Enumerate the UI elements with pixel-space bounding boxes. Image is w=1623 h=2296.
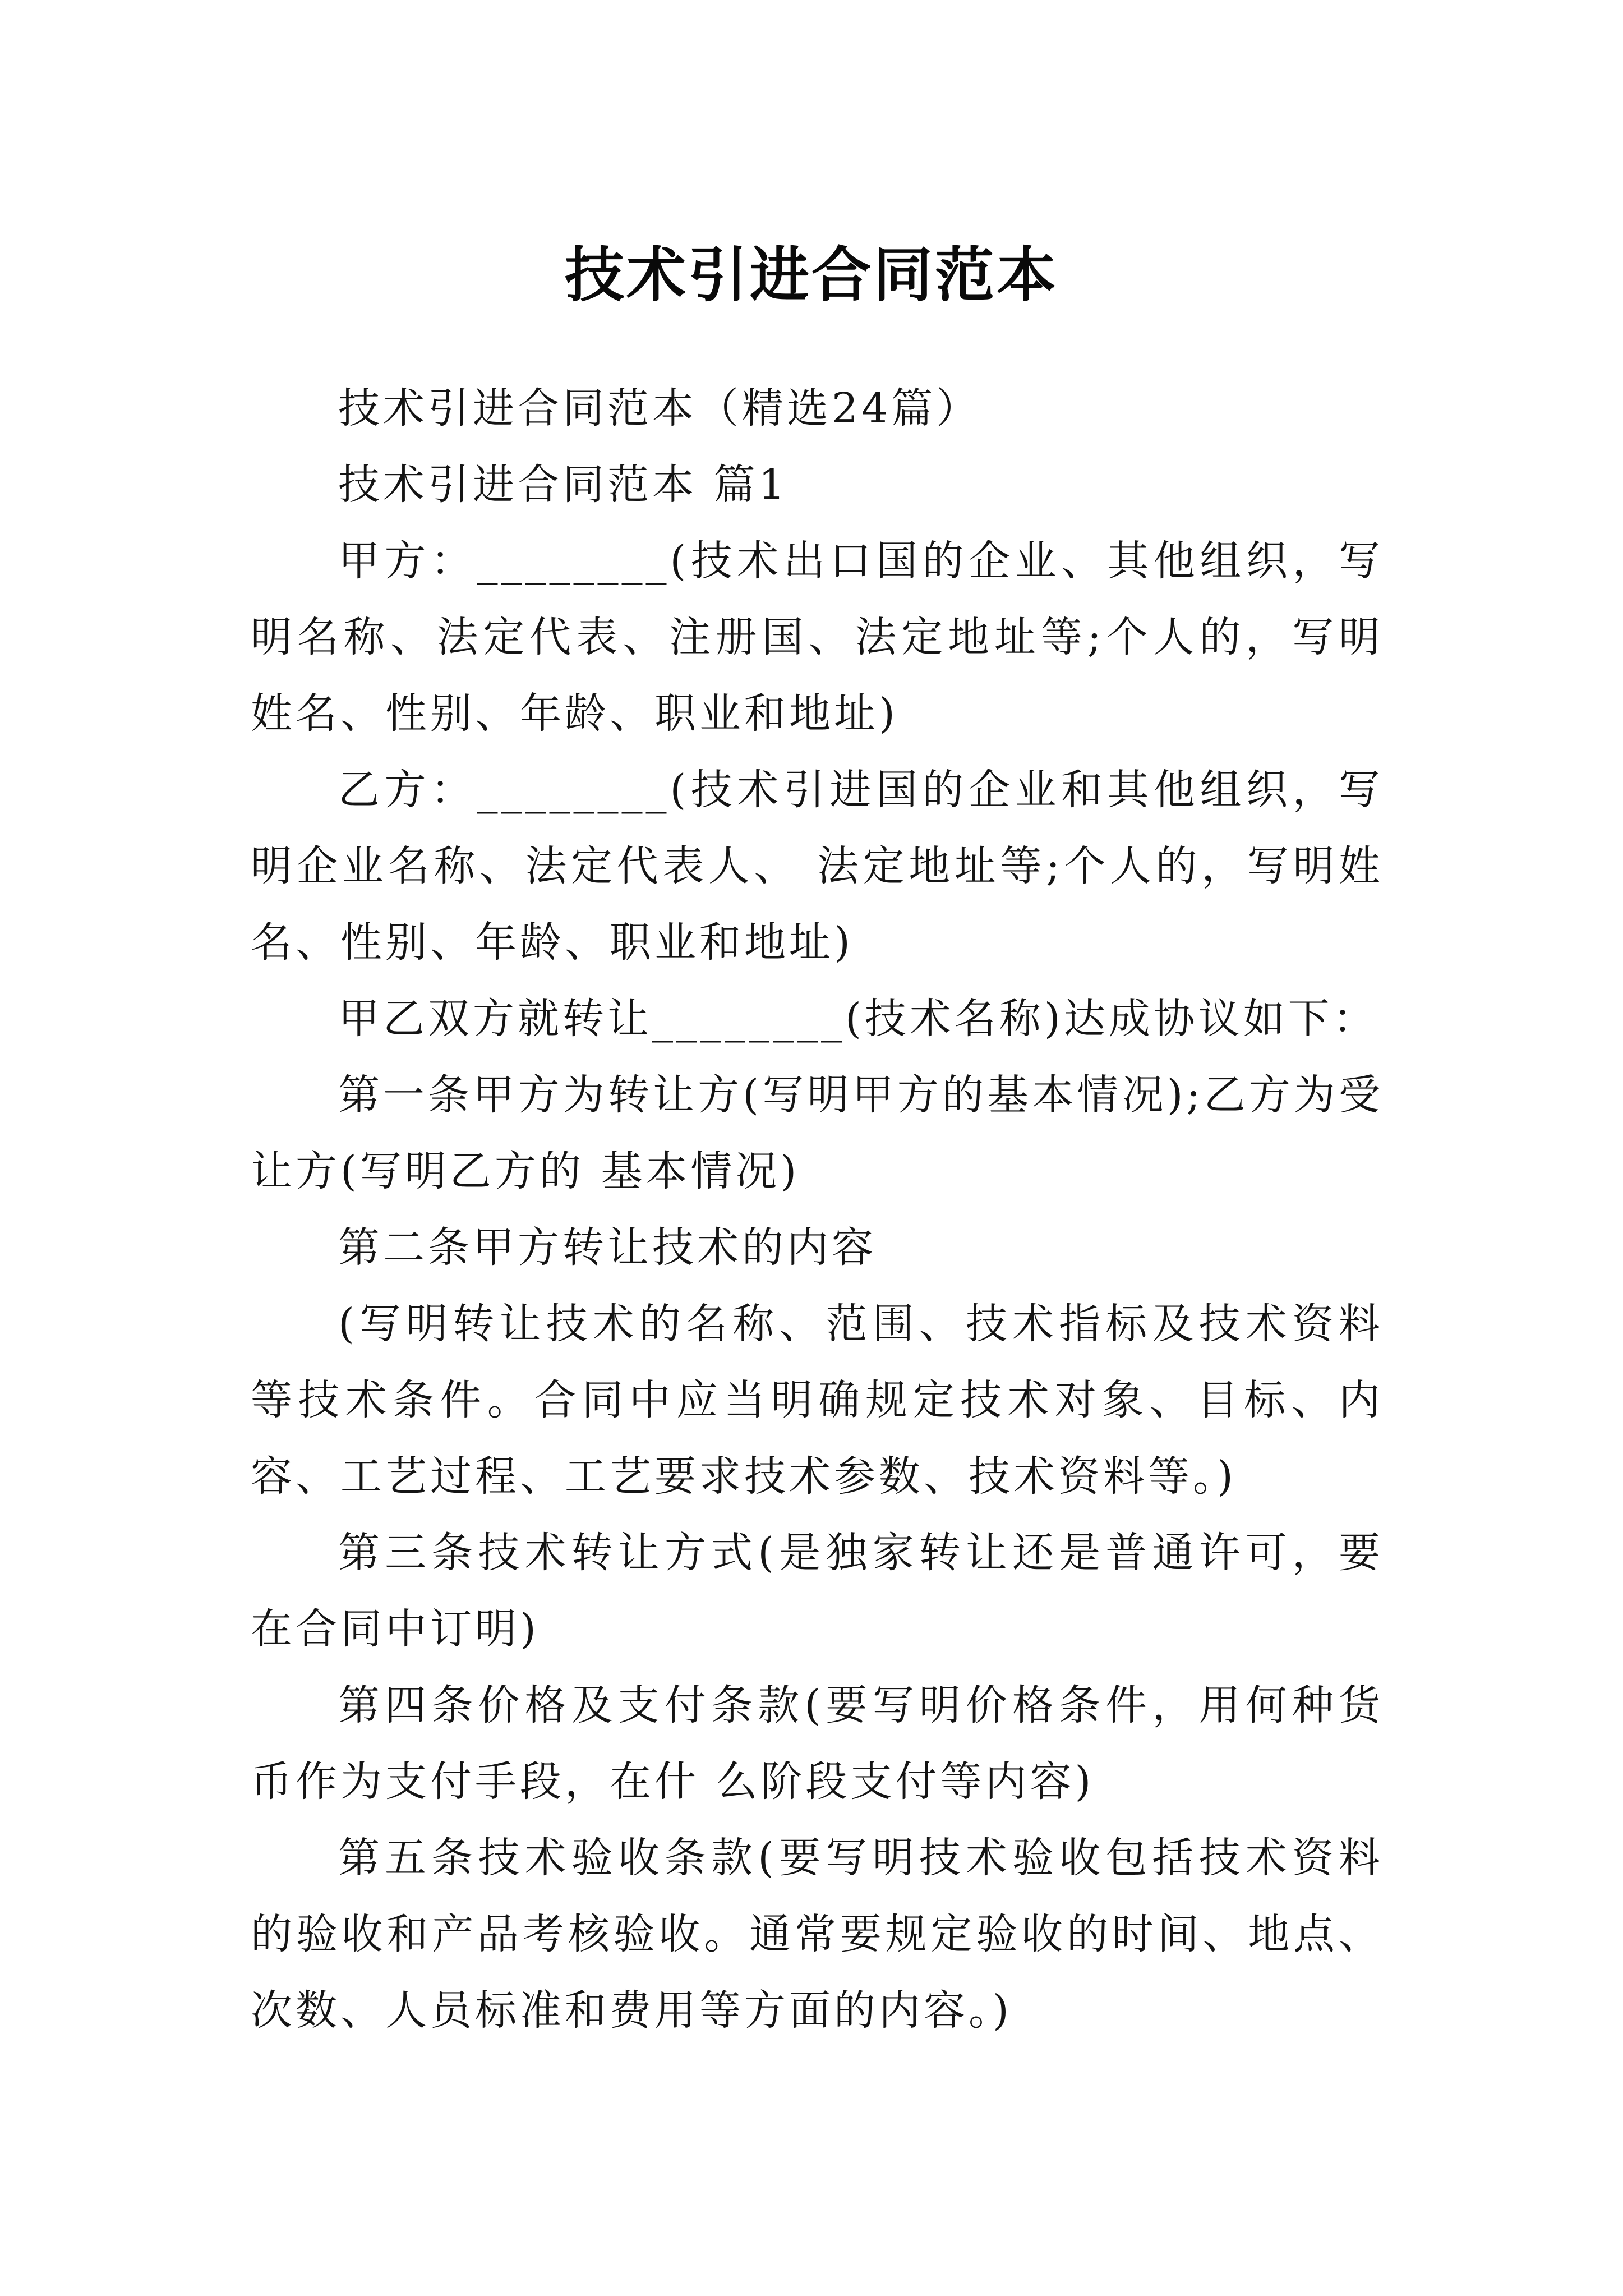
document-body [251, 370, 1384, 2049]
article-5-paragraph: 第五条技术验收条款(要写明技术验收包括技术资料的验收和产品考核验收。通常要规定验收的时间、地点、次数、人员标准和费用等方面的内容。) [251, 1834, 1384, 2035]
article-1-paragraph: 第一条甲方为转让方(写明甲方的基本情况);乙方为受让方(写明乙方的 基本情况) [251, 1071, 1384, 1195]
article-4-paragraph: 第四条价格及支付条款(要写明价格条件，用何种货币作为支付手段，在什 么阶段支付等内容) [251, 1681, 1384, 1806]
article-3-paragraph: 第三条技术转让方式(是独家转让还是普通许可，要在合同中订明) [251, 1529, 1384, 1653]
agreement-intro-paragraph: 甲乙双方就转让________(技术名称)达成协议如下： [338, 995, 1378, 1043]
section-heading: 技术引进合同范本 篇1 [338, 461, 789, 509]
party-a-paragraph: 甲方：________(技术出口国的企业、其他组织，写明名称、法定代表、注册国、法定地址等;个人的，写明姓名、性别、年龄、职业和地址) [251, 537, 1384, 738]
document-title: 技术引进合同范本 [565, 241, 1058, 310]
party-b-paragraph: 乙方：________(技术引进国的企业和其他组织，写明企业名称、法定代表人、 法定地址等;个人的，写明姓名、性别、年龄、职业和地址) [251, 766, 1384, 967]
subtitle-paragraph: 技术引进合同范本（精选24篇） [338, 384, 981, 432]
article-2-heading: 第二条甲方转让技术的内容 [338, 1223, 877, 1272]
article-2-detail-paragraph: (写明转让技术的名称、范围、技术指标及技术资料等技术条件。合同中应当明确规定技术对象、目标、内容、工艺过程、工艺要求技术参数、技术资料等。) [251, 1300, 1384, 1501]
